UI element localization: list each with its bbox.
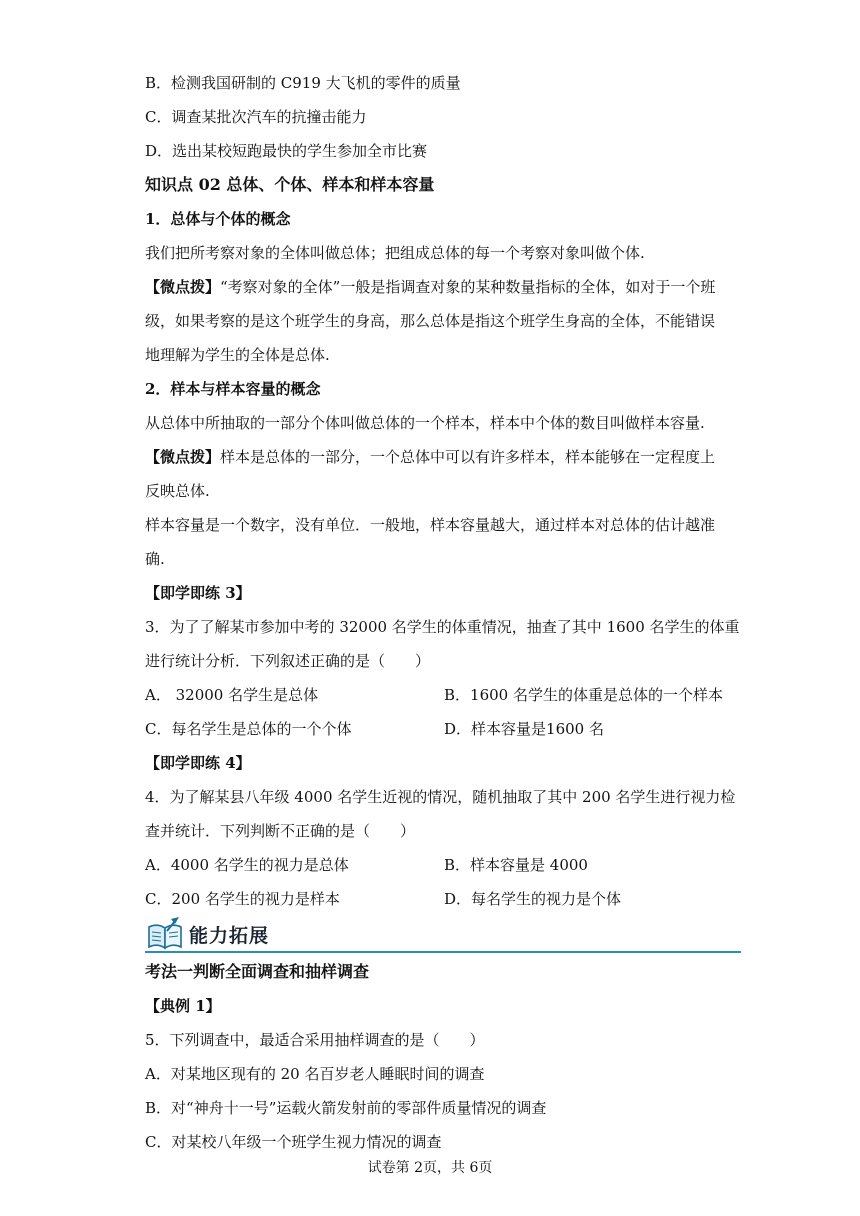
practice3-question-line1: 3．为了了解某市参加中考的 32000 名学生的体重情况，抽查了其中 1600 名学生的体重 [145, 618, 740, 636]
practice4-label: 【即学即练 4】 [145, 754, 251, 772]
page-footer: 试卷第 2页，共 6页 [367, 1160, 493, 1176]
kp02-title: 知识点 02 总体、个体、样本和样本容量 [145, 175, 435, 194]
practice4-option-a: A．4000 名学生的视力是总体 [145, 856, 349, 874]
option-c-car-crash: C．调查某批次汽车的抗撞击能力 [145, 108, 367, 126]
kp02-note-line2: 确. [145, 550, 165, 568]
kp02-tip2-line2: 反映总体. [145, 482, 210, 500]
kp02-s1-definition: 我们把所考察对象的全体叫做总体；把组成总体的每一个考察对象叫做个体. [145, 244, 645, 262]
practice3-option-d: D．样本容量是1600 名 [444, 720, 604, 738]
banner-title: 能力拓展 [189, 925, 270, 947]
kp02-tip1-line1 [145, 277, 715, 297]
section-banner [145, 913, 741, 953]
kp02-tip2-line1 [145, 447, 715, 467]
method1-option-a: A．对某地区现有的 20 名百岁老人睡眠时间的调查 [145, 1065, 485, 1083]
tip-label: 【微点拨】 [145, 448, 221, 466]
tip-label: 【微点拨】 [145, 278, 221, 296]
kp02-s2-definition: 从总体中所抽取的一部分个体叫做总体的一个样本，样本中个体的数目叫做样本容量. [145, 414, 705, 432]
method1-option-c: C．对某校八年级一个班学生视力情况的调查 [145, 1133, 442, 1151]
banner-divider [145, 951, 741, 953]
tip-text: “考察对象的全体”一般是指调查对象的某种数量指标的全体，如对于一个班 [220, 278, 716, 296]
kp02-s1-heading: 1．总体与个体的概念 [145, 210, 291, 228]
option-b-c919: B．检测我国研制的 C919 大飞机的零件的质量 [145, 74, 461, 92]
option-d-sprint: D．选出某校短跑最快的学生参加全市比赛 [145, 142, 428, 160]
practice4-option-c: C．200 名学生的视力是样本 [145, 890, 340, 908]
practice3-option-c: C．每名学生是总体的一个个体 [145, 720, 352, 738]
practice4-question-line1: 4．为了解某县八年级 4000 名学生近视的情况，随机抽取了其中 200 名学生进行视力检 [145, 788, 736, 806]
practice3-question-line2: 进行统计分析．下列叙述正确的是（ ） [145, 652, 431, 670]
method1-option-b: B．对“神舟十一号”运载火箭发射前的零部件质量情况的调查 [145, 1099, 547, 1117]
practice3-option-a: A． 32000 名学生是总体 [145, 686, 319, 704]
practice4-question-line2: 查并统计．下列判断不正确的是（ ） [145, 822, 416, 840]
kp02-tip1-line2: 级，如果考察的是这个班学生的身高，那么总体是指这个班学生身高的全体，不能错误 [145, 312, 716, 330]
method1-example-label: 【典例 1】 [145, 997, 221, 1015]
kp02-s2-heading: 2．样本与样本容量的概念 [145, 380, 321, 398]
method1-title: 考法一判断全面调查和抽样调查 [145, 962, 370, 981]
practice4-option-b: B．样本容量是 4000 [444, 856, 588, 874]
tip-text: 样本是总体的一部分，一个总体中可以有许多样本，样本能够在一定程度上 [220, 448, 716, 466]
method1-question: 5．下列调查中，最适合采用抽样调查的是（ ） [145, 1031, 485, 1049]
open-book-pencil-icon [145, 917, 185, 951]
practice3-label: 【即学即练 3】 [145, 584, 251, 602]
kp02-tip1-line3: 地理解为学生的全体是总体. [145, 346, 330, 364]
practice3-option-b: B．1600 名学生的体重是总体的一个样本 [444, 686, 723, 704]
kp02-note-line1: 样本容量是一个数字，没有单位．一般地，样本容量越大，通过样本对总体的估计越准 [145, 516, 716, 534]
practice4-option-d: D．每名学生的视力是个体 [444, 890, 622, 908]
